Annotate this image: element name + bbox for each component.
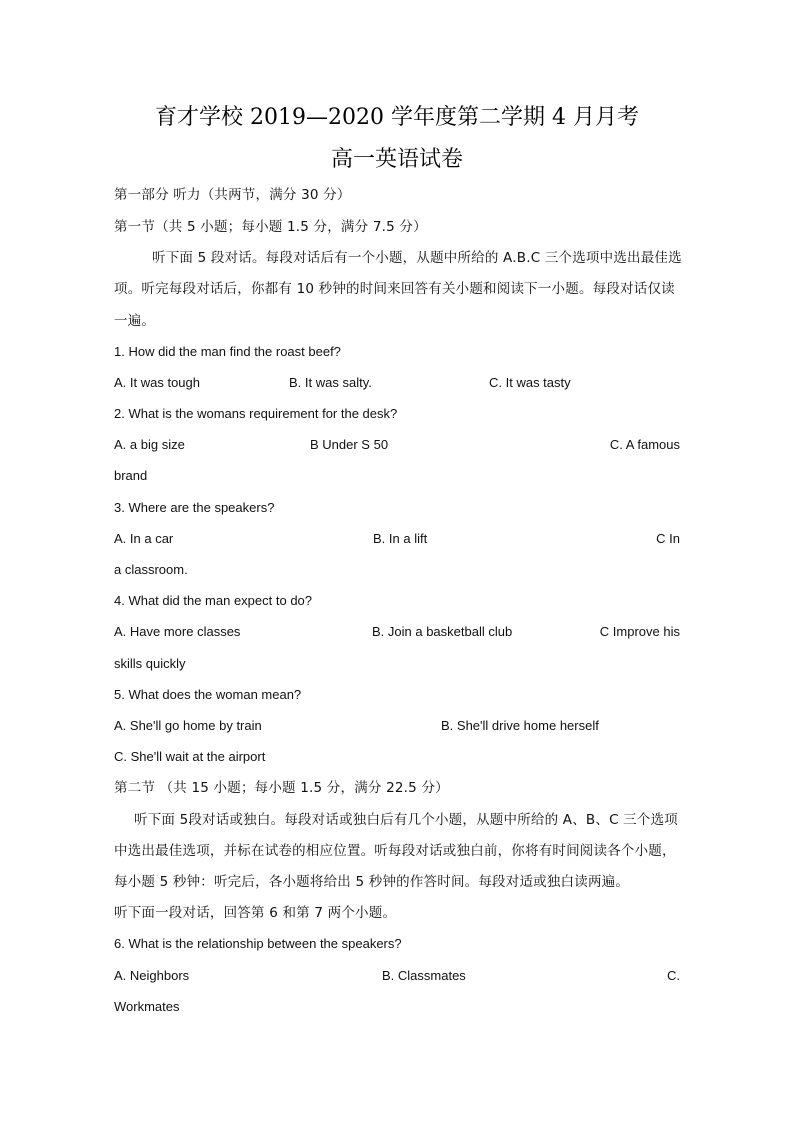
question-3-option-c-continued: a classroom.	[114, 562, 188, 577]
question-5-option-c: C. She'll wait at the airport	[114, 749, 266, 764]
question-4: 4. What did the man expect to do?	[114, 593, 313, 608]
question-2-option-b: B Under S 50	[310, 437, 389, 452]
question-6-option-b: B. Classmates	[382, 968, 466, 983]
question-3-option-b: B. In a lift	[373, 531, 428, 546]
part1-heading: 第一部分 听力（共两节，满分 30 分）	[114, 187, 351, 203]
question-1-option-c: C. It was tasty	[489, 375, 571, 390]
section2-instruction-line1: 听下面 5段对话或独白。每段对话或独白后有几个小题，从题中所给的 A、B、C 三个选项	[134, 812, 678, 828]
exam-subtitle: 高一英语试卷	[330, 147, 463, 172]
question-2-option-c-continued: brand	[114, 468, 148, 483]
section1-instruction-line3: 一遍。	[114, 313, 156, 329]
question-5-option-a: A. She'll go home by train	[114, 718, 262, 733]
question-1-option-b: B. It was salty.	[289, 375, 372, 390]
question-4-option-b: B. Join a basketball club	[372, 624, 513, 639]
question-6-option-c-continued: Workmates	[114, 999, 180, 1014]
question-3-option-a: A. In a car	[114, 531, 174, 546]
question-6: 6. What is the relationship between the speakers?	[114, 936, 402, 951]
question-4-option-c: C Improve his	[599, 624, 680, 639]
question-2-option-a: A. a big size	[114, 437, 185, 452]
section2-instruction-line3: 每小题 5 秒钟：听完后，各小题将给出 5 秒钟的作答时间。每段对适或独白读两遍。	[114, 874, 630, 890]
section2-group-note: 听下面一段对话，回答第 6 和第 7 两个小题。	[114, 905, 397, 921]
question-1-option-a: A. It was tough	[114, 375, 200, 390]
question-6-option-a: A. Neighbors	[114, 968, 190, 983]
question-4-option-c-continued: skills quickly	[114, 656, 186, 671]
question-2: 2. What is the womans requirement for the desk?	[114, 406, 398, 421]
question-6-option-c: C.	[667, 968, 680, 983]
question-5-option-b: B. She'll drive home herself	[441, 718, 599, 733]
question-3-option-c: C In	[656, 531, 680, 546]
section1-instruction-line1: 听下面 5 段对话。每段对话后有一个小题，从题中所给的 A.B.C 三个选项中选出最佳选	[152, 250, 682, 266]
section1-instruction-line2: 项。听完每段对话后，你都有 10 秒钟的时间来回答有关小题和阅读下一小题。每段对话仅读	[114, 281, 675, 297]
question-4-option-a: A. Have more classes	[114, 624, 241, 639]
question-3: 3. Where are the speakers?	[114, 500, 275, 515]
question-2-option-c: C. A famous	[609, 437, 680, 452]
section2-instruction-line2: 中选出最佳选项，并标在试卷的相应位置。听每段对话或独白前，你将有时间阅读各个小题，	[114, 843, 676, 859]
section1-heading: 第一节（共 5 小题；每小题 1.5 分，满分 7.5 分）	[114, 219, 427, 235]
section2-heading: 第二节 （共 15 小题；每小题 1.5 分，满分 22.5 分）	[114, 780, 449, 796]
question-5: 5. What does the woman mean?	[114, 687, 302, 702]
question-1: 1. How did the man find the roast beef?	[114, 344, 341, 359]
exam-title: 育才学校 2019—2020 学年度第二学期 4 月月考	[155, 105, 639, 130]
